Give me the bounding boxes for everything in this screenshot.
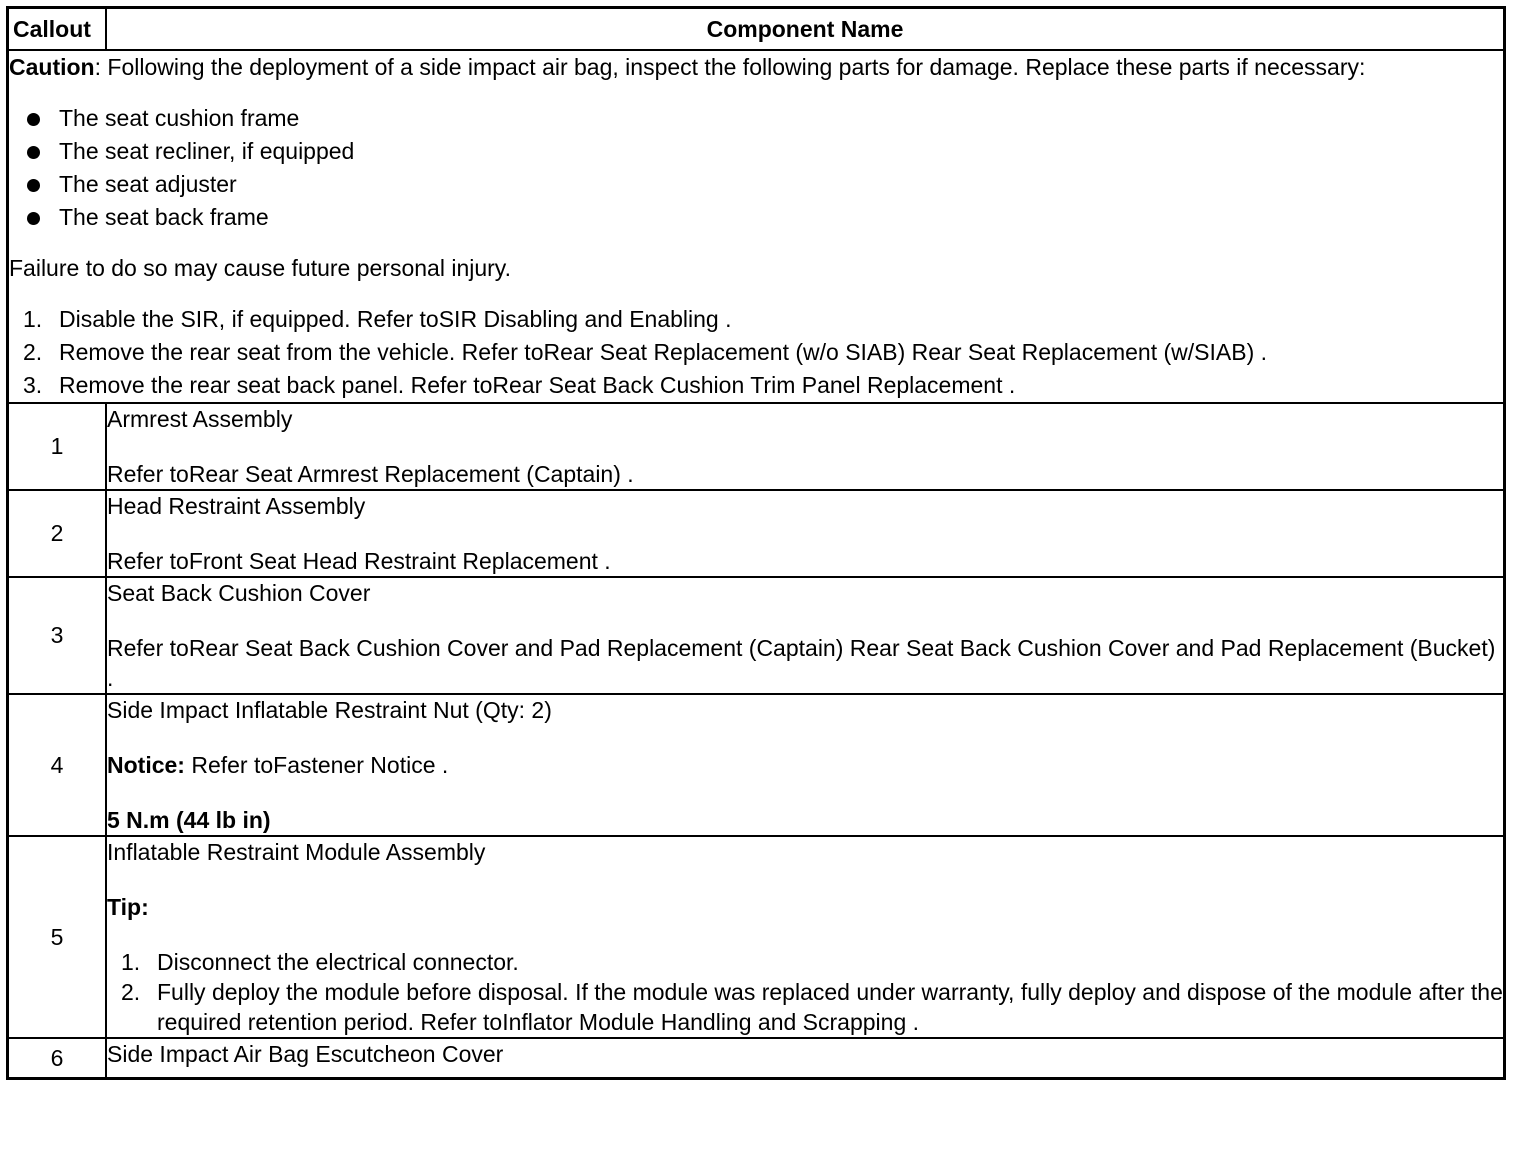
caution-text: : Following the deployment of a side impact air bag, inspect the following parts for damage. Replace these parts if necessary: — [94, 54, 1366, 80]
step-item — [9, 336, 1503, 369]
failure-warning: Failure to do so may cause future personal injury. — [9, 255, 511, 281]
callout-cell: 3 — [8, 577, 107, 694]
step-item — [9, 303, 1503, 336]
step-text: Remove the rear seat back panel. Refer toRear Seat Back Cushion Trim Panel Replacement . — [59, 372, 1016, 398]
table-row — [8, 577, 1505, 694]
reference-text: Refer toFront Seat Head Restraint Replacement . — [107, 548, 611, 574]
callout-header: Callout — [8, 8, 107, 51]
torque-spec — [107, 805, 1503, 835]
preliminary-cell — [8, 50, 1505, 403]
table-row — [8, 403, 1505, 490]
tip-step-item — [107, 947, 1503, 977]
table-row — [8, 490, 1505, 577]
callout-cell: 6 — [8, 1038, 107, 1079]
step-item — [9, 369, 1503, 402]
callout-cell: 4 — [8, 694, 107, 836]
step-number: 3. — [23, 372, 43, 398]
table-header-row — [8, 8, 1505, 51]
step-number: 1. — [23, 306, 43, 332]
preliminary-steps — [9, 303, 1503, 402]
step-number: 2. — [23, 339, 43, 365]
component-cell — [106, 490, 1505, 577]
callout-cell: 1 — [8, 403, 107, 490]
caution-paragraph — [9, 51, 1503, 84]
component-name: Armrest Assembly — [107, 406, 293, 432]
step-text: Disconnect the electrical connector. — [157, 949, 519, 975]
reference-text: Refer toRear Seat Back Cushion Cover and Pad Replacement (Captain) Rear Seat Back Cushion Cover and Pad Replacement (Bucket) . — [107, 635, 1496, 691]
component-table — [6, 6, 1506, 1080]
table-row — [8, 836, 1505, 1038]
preliminary-row — [8, 50, 1505, 403]
component-name: Side Impact Air Bag Escutcheon Cover — [107, 1041, 504, 1067]
notice-text: Refer toFastener Notice . — [184, 752, 449, 778]
component-name: Seat Back Cushion Cover — [107, 580, 371, 606]
reference-text: Refer toRear Seat Armrest Replacement (Captain) . — [107, 461, 634, 487]
component-name-header: Component Name — [106, 8, 1505, 51]
step-number: 2. — [121, 979, 141, 1005]
tip-label: Tip: — [107, 894, 149, 920]
bullet-item: The seat recliner, if equipped — [9, 135, 1503, 168]
step-text: Fully deploy the module before disposal. If the module was replaced under warranty, fully deploy and dispose of the module after the required retention period. Refer toInflator Module Handling and Scrapping . — [157, 979, 1503, 1035]
step-text: Disable the SIR, if equipped. Refer toSIR Disabling and Enabling . — [59, 306, 732, 332]
component-cell — [106, 694, 1505, 836]
step-number: 1. — [121, 949, 141, 975]
bullet-item: The seat cushion frame — [9, 102, 1503, 135]
tip-steps — [107, 947, 1503, 1037]
caution-bullet-list — [9, 102, 1503, 234]
bullet-item: The seat back frame — [9, 201, 1503, 234]
component-name: Side Impact Inflatable Restraint Nut (Qty: 2) — [107, 697, 552, 723]
table-row — [8, 1038, 1505, 1079]
component-name: Head Restraint Assembly — [107, 493, 366, 519]
step-text: Remove the rear seat from the vehicle. Refer toRear Seat Replacement (w/o SIAB) Rear Seat Replacement (w/SIAB) . — [59, 339, 1268, 365]
component-cell — [106, 836, 1505, 1038]
callout-cell: 5 — [8, 836, 107, 1038]
notice-label: Notice: — [107, 752, 185, 778]
component-cell — [106, 1038, 1505, 1079]
torque-value: 5 N.m (44 lb in) — [107, 807, 271, 833]
table-row — [8, 694, 1505, 836]
component-cell — [106, 577, 1505, 694]
notice-paragraph — [107, 750, 1503, 780]
caution-label: Caution — [9, 54, 95, 80]
component-cell — [106, 403, 1505, 490]
component-name: Inflatable Restraint Module Assembly — [107, 839, 486, 865]
bullet-item: The seat adjuster — [9, 168, 1503, 201]
tip-step-item — [107, 977, 1503, 1037]
callout-cell: 2 — [8, 490, 107, 577]
tip-label-paragraph — [107, 892, 1503, 922]
